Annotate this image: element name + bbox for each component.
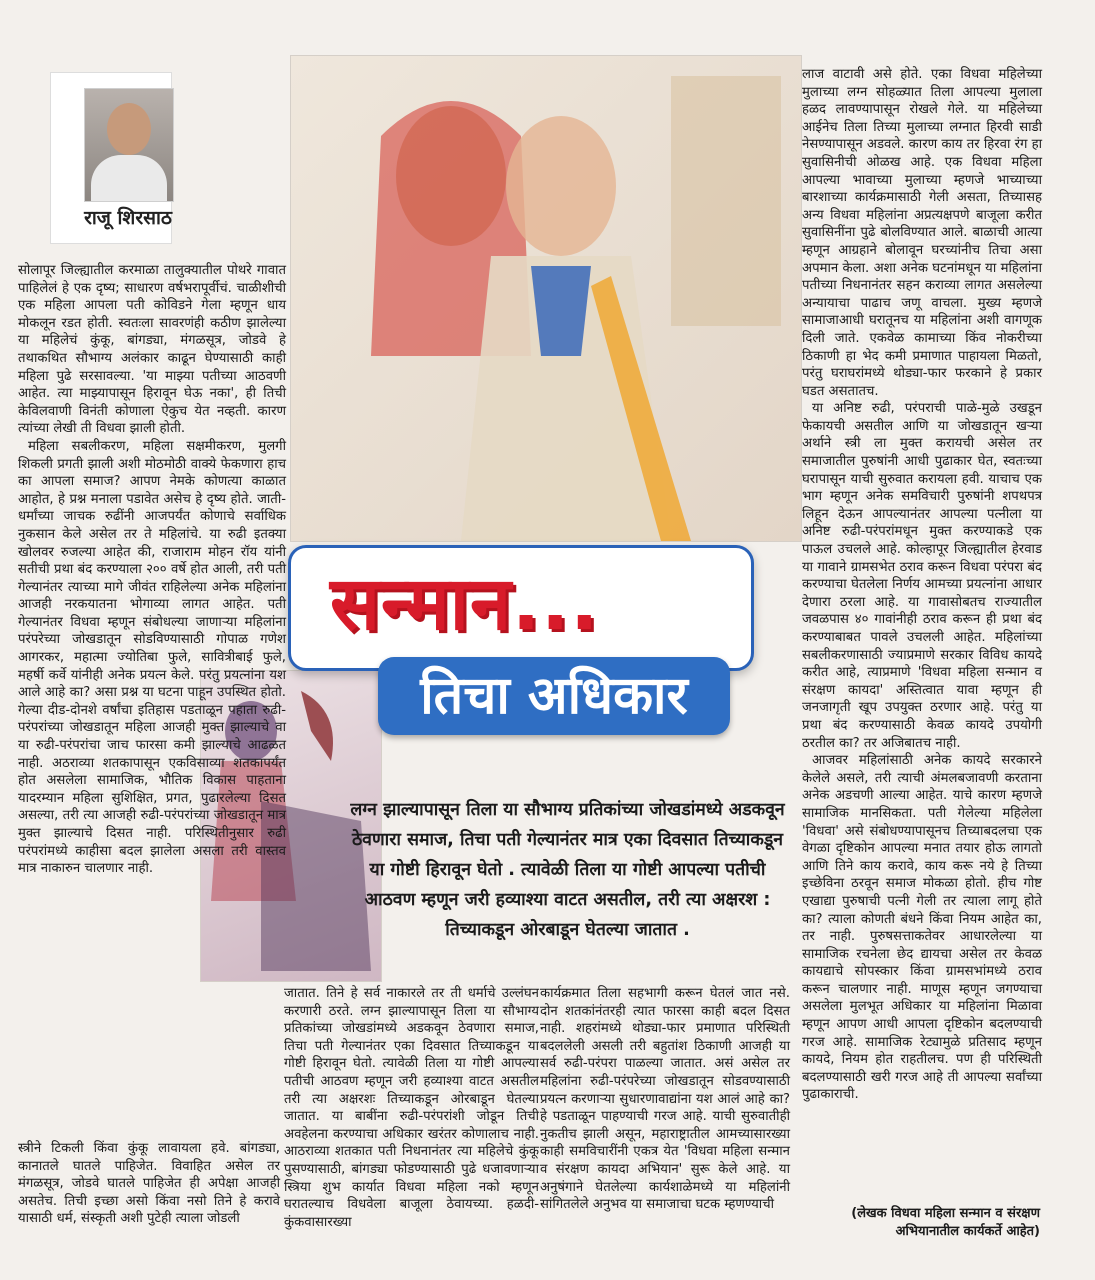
illustration-women xyxy=(290,55,802,542)
column-4-paragraph-2: या अनिष्ट रुढी, परंपराची पाळे-मुळे उखडून फेकायची असतील आणि या जोखडातून खऱ्या अर्थाने स्त्री ला मुक्त करायची असेल तर समाजातील पुरुषांनी आधी पुढाकार घेत, स्वतःच्या घरापासून याची सुरुवात करायला हवी. याचाच एक भाग म्हणून अनेक समविचारी पुरुषांनी शपथपत्र लिहून देऊन आपल्यानंतर आपल्या पत्नीला या अनिष्ट रुढी-परंपरांमधून मुक्त करण्याकडे एक पाऊल उचलले आहे. कोल्हापूर जिल्ह्यातील हेरवाड या गावाने ग्रामसभेत ठराव करून विधवा परंपरा बंद करण्याचा घेतलेला निर्णय आमच्या प्रयत्नांना आधार देणारा ठरला आहे. या गावासोबतच राज्यातील जवळपास ४० गावांनीही ठराव करून ही प्रथा बंद करण्याबाबत पावले उचलली आहेत. महिलांच्या सबलीकरणासाठी ज्याप्रमाणे सरकार विविध कायदे करीत आहे, त्याप्रमाणे 'विधवा महिला सन्मान व संरक्षण कायदा' अस्तित्वात यावा म्हणून ही जनजागृती खूप उपयुक्त ठरणार आहे. परंतु या प्रथा बंद करण्यासाठी केवळ कायदे उपयोगी ठरतील का? तर अजिबातच नाही. xyxy=(802,401,1042,751)
pull-quote: लग्न झाल्यापासून तिला या सौभाग्य प्रतिकांच्या जोखडांमध्ये अडकवून ठेवणारा समाज, तिचा पती गेल्यानंतर मात्र एका दिवसात तिच्याकडून या गोष्टी हिरावून घेतो . त्यावेळी तिला या गोष्टी आपल्या पतीची आठवण म्हणून जरी हव्याश्या वाटत असतील, तरी त्या अक्षरश : तिच्याकडून ओरबाडून घेतल्या जातात . xyxy=(350,800,785,940)
author-signoff: (लेखक विधवा महिला सन्मान व संरक्षण अभियानातील कार्यकर्ते आहेत) xyxy=(851,1206,1040,1239)
column-1-paragraph-3: स्त्रीने टिकली किंवा कुंकू लावायला हवे. बांगड्या, कानातले घातले पाहिजेत. विवाहित असेल तर मंगळसूत्र, जोडवे घातले पाहिजेत ही अपेक्षा आजही असतेच. तिची इच्छा असो किंवा नसो तिने हे करावे यासाठी धर्म, संस्कृती अशी पुटेही त्याला जोडली xyxy=(18,1141,280,1227)
column-4-paragraph-3: आजवर महिलांसाठी अनेक कायदे सरकारने केलेले असले, तरी त्याची अंमलबजावणी करताना अनेक अडचणी आल्या आहेत. याचे कारण म्हणजे सामाजिक मानसिकता. पती गेलेल्या महिलेला 'विधवा' असे संबोधण्यापासूनच तिच्याबदलचा एक वेगळा दृष्टिकोन आपल्या मनात तयार होऊ लागतो आणि तिने काय करावे, काय करू नये हे तिच्या इच्छेविना ठरवून समाज मोकळा होतो. हीच गोष्ट एखाद्या पुरुषाची पत्नी गेली तर त्याला लागू होते का? त्याला कोणती बंधने किंवा नियम आहेत का, तर नाही. पुरुषसत्ताकतेवर आधारलेल्या या सामाजिक रचनेला छेद द्यायचा असेल तर केवळ कायद्याचे सोपस्कार किंवा ग्रामसभांमध्ये ठराव करून चालणार नाही. माणूस म्हणून जगण्याचा असलेला मुलभूत अधिकार या महिलांना मिळावा म्हणून आपण आधी आपला दृष्टिकोन बदलण्याची गरज आहे. सामाजिक रेट्यामुळे प्रतिसाद म्हणून कायदे, नियम होत राहतीलच. पण ही परिस्थिती बदलण्यासाठी खरी गरज आहे ती आपल्या सर्वांच्या पुढाकाराची. xyxy=(802,753,1042,1103)
column-3-paragraph-1: कार्यक्रमात तिला सहभागी करून घेतलं जात नसे. दोन शतकांनंतरही त्यात फारसा काही बदल दिसत नाही. शहरांमध्ये थोड्या-फार प्रमाणात परिस्थिती बदललेली असली तरी बहुतांश ठिकाणी आजही या सर्व रुढी-परंपरा पाळल्या जातात. असं असेल तर महिलांना रुढी-परंपरेच्या जोखडातून सोडवण्यासाठी प्रयत्न करणाऱ्या सुधारणावाद्यांना यश आलं आहे का? हे पडताळून पाहण्याची गरज आहे. याची सुरुवातीही नुकतीच झाली असून, महाराष्ट्रातील आमच्यासारख्या काही समविचारींनी एकत्र येत 'विधवा महिला सन्मान व संरक्षण कायदा अभियान' सुरू केले आहे. या अनुषंगाने घेतलेल्या कार्यशाळेमध्ये या महिलांनी सांगितलेले अनुभव या समाजाचा घटक म्हणण्याची xyxy=(540,986,790,1213)
subheadline: तिचा अधिकार xyxy=(420,666,688,726)
column-1-paragraph-1: सोलापूर जिल्ह्यातील करमाळा तालुक्यातील पोथरे गावात पाहिलेलं हे एक दृष्य; साधारण वर्षभरापूर्वीचं. चाळीशीची एक महिला आपला पती कोविडने गेला म्हणून धाय मोकलून रडत होती. स्वतःला सावरणंही कठीण झालेल्या या महिलेचं कुंकू, बांगड्या, मंगळसूत्र, जोडवे हे तथाकथित सौभाग्य अलंकार काढून घेण्यासाठी काही महिला पुढे सरसावल्या. 'या माझ्या पतीच्या आठवणी आहेत. त्या माझ्यापासून हिरावून घेऊ नका', ही तिची केविलवाणी विनंती कोणाला ऐकुच येत नव्हती. कारण त्यांच्या लेखी ती विधवा झाली होती. xyxy=(18,263,286,437)
author-photo-shirt xyxy=(91,155,167,201)
illustration-women-art xyxy=(291,56,801,541)
column-1-lower xyxy=(18,662,198,982)
column-1-bottom xyxy=(18,1140,280,1260)
column-4 xyxy=(802,66,1042,1201)
column-3 xyxy=(540,985,790,1265)
column-1 xyxy=(18,262,286,877)
author-photo-head xyxy=(107,103,151,155)
column-1-paragraph-2: महिला सबलीकरण, महिला सक्षमीकरण, मुलगी शिकली प्रगती झाली अशी मोठमोठी वाक्ये फेकणारा हाच का आपला समाज? आपण नेमके कोणत्या काळात आहोत, हे प्रश्न मनाला पडावेत असेच हे दृष्य होते. जाती-धर्मांच्या जाचक रुढींनी आजपर्यंत कोणाचे सर्वाधिक नुकसान केले असेल तर ते महिलांचे. या रुढी इतक्या खोलवर रुजल्या आहेत की, राजाराम मोहन रॉय यांनी सतीची प्रथा बंद करण्याला २०० वर्षे होत आली, तरी पती गेल्यानंतर त्याच्या मागे जीवंत राहिलेल्या अनेक महिलांना आजही नरकयातना भोगाव्या लागत आहेत. पती गेल्यानंतर विधवा म्हणून संबोधल्या जाणाऱ्या महिलांना परंपरेच्या जोखडातून सोडविण्यासाठी गोपाळ गणेश आगरकर, महात्मा ज्योतिबा फुले, सावित्रीबाई फुले, महर्षी कर्वे यांनीही अनेक प्रयत्न केले. परंतु प्रयत्नांना यश आले आहे का? असा प्रश्न या घटना पाहून उपस्थित होतो. गेल्या दीड-दोनशे वर्षांचा इतिहास पडताळून पहाता रुढी-परंपरांच्या जोखडातून महिला आजही मुक्त झाल्याचे वा या रुढी-परंपरांचा जाच फारसा कमी झाल्याचे आढळत नाही. अठराव्या शतकापासून एकविसाव्या शतकापर्यंत होत असलेला सामाजिक, भौतिक विकास पाहताना यादरम्यान महिला सुशिक्षित, प्रगत, पुढारलेल्या दिसत असल्या, तरी त्या आजही रुढी-परंपरांच्या जोखडातून मात्र मुक्त झाल्याचे दिसत नाही. परिस्थितीनुसार रुढी परंपरांमध्ये काहीसा बदल झालेला असला तरी वास्तव मात्र नाकारुन चालणार नाही. xyxy=(18,438,286,877)
column-4-paragraph-1: लाज वाटावी असे होते. एका विधवा महिलेच्या मुलाच्या लग्न सोहळ्यात तिला आपल्या मुलाला हळद लावण्यापासून रोखले गेले. या महिलेच्या आईनेच तिला तिच्या मुलाच्या लग्नात हिरवी साडी नेसण्यापासून अडवले. कारण काय तर हिरवा रंग हा सुवासिनीची ओळख आहे. एक विधवा महिला आपल्या भावाच्या मुलाच्या म्हणजे भाच्याच्या बारशाच्या कार्यक्रमासाठी गेली असता, तिच्यासह अन्य विधवा महिलांना अप्रत्यक्षपणे बाजूला करीत सुवासिनींना पुढे बोलविण्यात आले. बाळाची आत्या म्हणून आग्रहाने बोलावून घरच्यांनीच तिचा असा अपमान केला. अशा अनेक घटनांमधून या महिलांना पतीच्या निधनानंतर सहन कराव्या लागत असलेल्या अन्यायाचा पाढाच जणू वाचला. मुख्य म्हणजे सामाजाआधी घरातूनच या महिलांना अशी वागणूक दिली जाते. एकवेळ कामाच्या किंव नोकरीच्या ठिकाणी हा भेद कमी प्रमाणात पाहायला मिळतो, परंतु घराघरांमध्ये थोड्या-फार फरकाने हे प्रकार घडत असतातच. xyxy=(802,67,1043,399)
column-2-paragraph-1: जातात. तिने हे सर्व नाकारले तर ती धर्माचे उल्लंघन करणारी ठरते. लग्न झाल्यापासून तिला या सौभाग्य प्रतिकांच्या जोखडांमध्ये अडकवून ठेवणारा समाज, तिचा पती गेल्यानंतर एका दिवसात तिच्याकडून या गोष्टी हिरावून घेतो. त्यावेळी तिला या गोष्टी आपल्या पतीची आठवण म्हणून जरी हव्याश्या वाटत असतील तरी त्या अक्षरशः तिच्याकडून ओरबाडून घेतल्या जातात. या बाबींना रुढी-परंपरांशी जोडून तिची अवहेलना करण्याचा अधिकार खरंतर कोणालाच नाही. आठराव्या शतकात पती निधनानंतर त्या महिलेचे कुंकू पुसण्यासाठी, बांगड्या फोडण्यासाठी पुढे धजावणाऱ्या स्त्रिया शुभ कार्यात विधवा महिला नको म्हणून घरातल्याच विधवेला बाजूला ठेवायच्या. हळदी-कुंकवासारख्या xyxy=(284,986,539,1230)
author-photo xyxy=(84,88,174,202)
headline: सन्मान... xyxy=(330,561,600,647)
column-2 xyxy=(284,985,539,1265)
author-name: राजू शिरसाठ xyxy=(84,207,172,229)
